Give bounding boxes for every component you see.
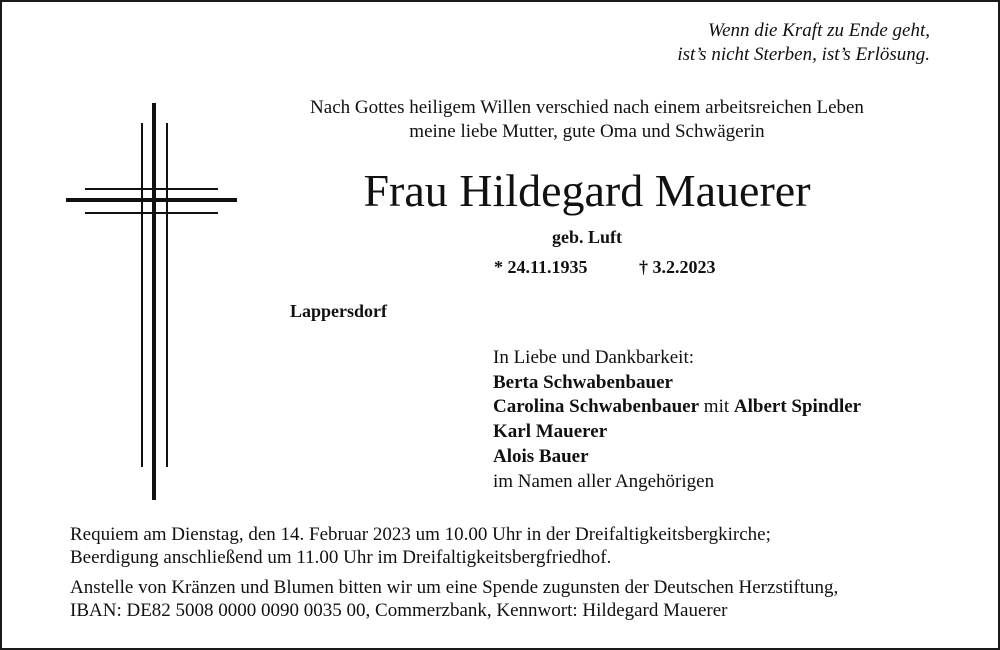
motto-line-1: Wenn die Kraft zu Ende geht, <box>708 20 930 41</box>
place: Lappersdorf <box>290 301 388 321</box>
service-line-1: Requiem am Dienstag, den 14. Februar 2023 um 10.00 Uhr in der Dreifaltigkeitsbergkirche; <box>70 524 771 545</box>
cross-icon <box>2 2 262 522</box>
mourner-2 <box>493 395 861 420</box>
motto <box>677 19 930 67</box>
donation-line-2: IBAN: DE82 5008 0000 0090 0035 00, Commerzbank, Kennwort: Hildegard Mauerer <box>70 600 728 621</box>
motto-line-2: ist’s nicht Sterben, ist’s Erlösung. <box>677 44 930 65</box>
mourners-closing: im Namen aller Angehörigen <box>493 470 715 492</box>
mourners-list <box>493 346 861 494</box>
mourner-1: Berta Schwabenbauer <box>493 371 673 393</box>
intro-line-1: Nach Gottes heiligem Willen verschied nach einem arbeitsreichen Leben <box>310 97 864 118</box>
mourner-2b: Albert Spindler <box>733 396 862 418</box>
service-line-2: Beerdigung anschließend um 11.00 Uhr im Dreifaltigkeitsbergfriedhof. <box>70 547 612 568</box>
birth-date: * 24.11.1935 <box>494 257 588 277</box>
mourners-intro: In Liebe und Dankbarkeit: <box>493 347 695 368</box>
deceased-name: Frau Hildegard Mauerer <box>363 165 811 216</box>
death-date: † 3.2.2023 <box>639 257 716 277</box>
intro-text <box>152 96 1000 144</box>
mourner-2-join: mit <box>699 396 734 418</box>
donation-line-1: Anstelle von Kränzen und Blumen bitten wir um eine Spende zugunsten der Deutschen Herzstiftung, <box>70 577 839 598</box>
donation-info <box>70 576 838 622</box>
service-info <box>70 523 771 569</box>
mourner-2a: Carolina Schwabenbauer <box>493 396 700 418</box>
mourner-3: Karl Mauerer <box>493 421 608 443</box>
mourner-4: Alois Bauer <box>493 445 589 467</box>
intro-line-2: meine liebe Mutter, gute Oma und Schwägerin <box>409 121 765 142</box>
maiden-name: geb. Luft <box>551 227 622 247</box>
